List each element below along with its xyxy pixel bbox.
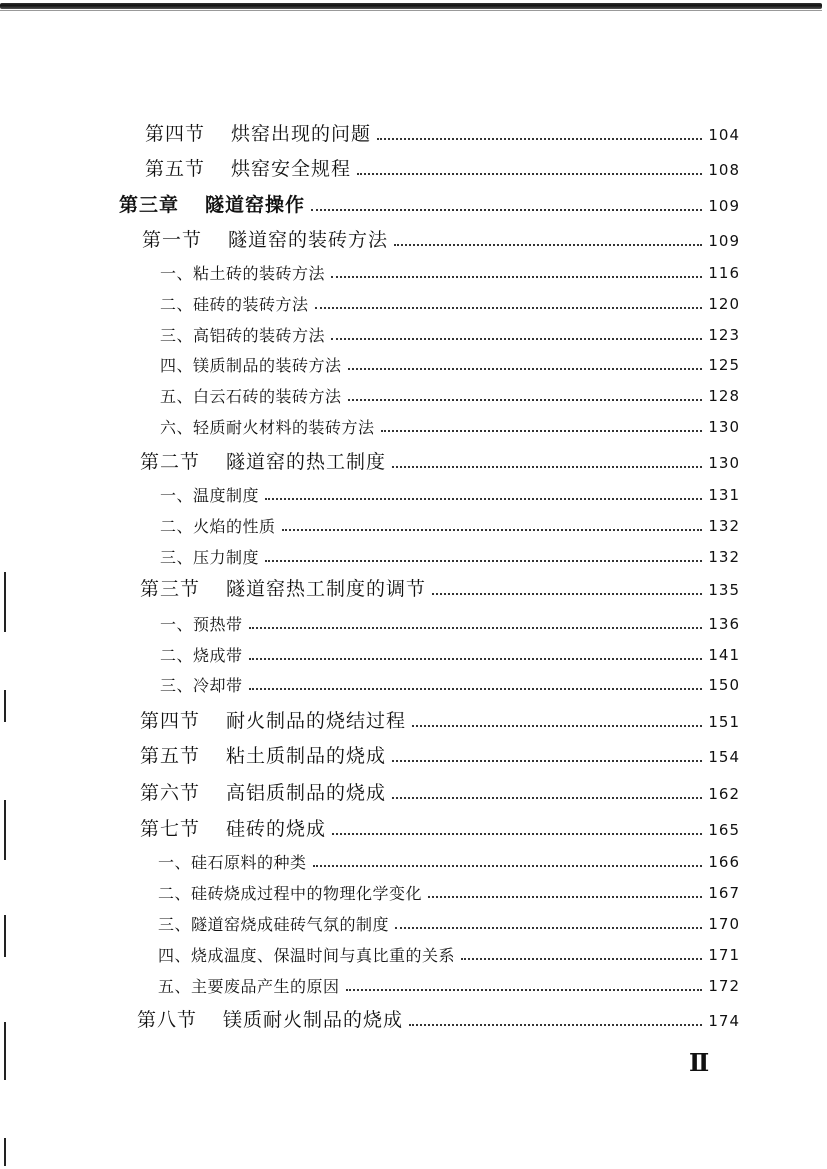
page-number: 135: [708, 581, 740, 599]
dot-leader: [381, 430, 703, 432]
toc-entry[interactable]: [140, 813, 740, 841]
entry-title: 第七节 硅砖的烧成: [140, 818, 327, 840]
toc-entry[interactable]: [160, 668, 740, 696]
page-number: 171: [708, 946, 740, 964]
dot-leader: [394, 244, 702, 246]
dot-leader: [348, 399, 703, 401]
toc-entry[interactable]: [160, 638, 740, 666]
toc-entry[interactable]: [119, 189, 740, 217]
toc-entry[interactable]: [140, 777, 740, 805]
entry-title: 第三章 隧道窑操作: [119, 194, 306, 216]
toc-entry[interactable]: [140, 573, 740, 601]
entry-title: 第一节 隧道窑的装砖方法: [142, 229, 389, 251]
page-number: 174: [708, 1012, 740, 1030]
page-number: 165: [708, 821, 740, 839]
page-number: 130: [708, 418, 740, 436]
entry-title: 三、冷却带: [160, 676, 243, 695]
entry-title: 五、白云石砖的装砖方法: [160, 387, 342, 406]
page-number: 170: [708, 915, 740, 933]
entry-title: 第五节 粘土质制品的烧成: [140, 745, 387, 767]
toc-entry[interactable]: [158, 907, 740, 935]
dot-leader: [249, 658, 703, 660]
toc-entry[interactable]: [137, 1004, 740, 1032]
toc-entry[interactable]: [160, 287, 740, 315]
toc-entry[interactable]: [158, 845, 740, 873]
entry-title: 二、火焰的性质: [160, 517, 276, 536]
entry-title: 第六节 高铝质制品的烧成: [140, 782, 387, 804]
dot-leader: [392, 466, 702, 468]
toc-entry[interactable]: [160, 318, 740, 346]
dot-leader: [392, 797, 702, 799]
page-number: 109: [708, 232, 740, 250]
page-number: 108: [708, 161, 740, 179]
toc-entry[interactable]: [160, 478, 740, 506]
folio-number: Ⅱ: [689, 1048, 709, 1077]
dot-leader: [265, 560, 702, 562]
page-number: 109: [708, 197, 740, 215]
entry-title: 六、轻质耐火材料的装砖方法: [160, 418, 375, 437]
page-number: 130: [708, 454, 740, 472]
dot-leader: [332, 833, 702, 835]
toc-entry[interactable]: [158, 876, 740, 904]
toc-entry[interactable]: [160, 540, 740, 568]
entry-title: 一、温度制度: [160, 486, 260, 505]
toc-entry[interactable]: [145, 153, 740, 181]
page-number: 167: [708, 884, 740, 902]
page-number: 125: [708, 356, 740, 374]
page-number: 131: [708, 486, 740, 504]
dot-leader: [331, 276, 702, 278]
dot-leader: [249, 688, 703, 690]
dot-leader: [331, 338, 702, 340]
dot-leader: [313, 865, 703, 867]
toc-entry[interactable]: [142, 224, 740, 252]
toc-entry[interactable]: [158, 969, 740, 997]
page-number: 136: [708, 615, 740, 633]
page-number: 123: [708, 326, 740, 344]
page-number: 128: [708, 387, 740, 405]
page-number: 104: [708, 126, 740, 144]
entry-title: 三、高铝砖的装砖方法: [160, 326, 326, 345]
page-number: 132: [708, 517, 740, 535]
dot-leader: [348, 368, 703, 370]
entry-title: 五、主要废品产生的原因: [158, 977, 340, 996]
dot-leader: [432, 593, 702, 595]
toc-entry[interactable]: [160, 509, 740, 537]
toc-entry[interactable]: [140, 740, 740, 768]
dot-leader: [377, 138, 702, 140]
entry-title: 二、硅砖的装砖方法: [160, 295, 309, 314]
page-number: 141: [708, 646, 740, 664]
entry-title: 第三节 隧道窑热工制度的调节: [140, 578, 427, 600]
toc-entry[interactable]: [160, 410, 740, 438]
entry-title: 一、硅石原料的种类: [158, 853, 307, 872]
page-number: 116: [708, 264, 740, 282]
dot-leader: [461, 958, 702, 960]
dot-leader: [412, 725, 702, 727]
dot-leader: [282, 529, 703, 531]
toc-entry[interactable]: [160, 379, 740, 407]
page-number: 162: [708, 785, 740, 803]
entry-title: 四、镁质制品的装砖方法: [160, 356, 342, 375]
toc-entry[interactable]: [160, 256, 740, 284]
page-number: 172: [708, 977, 740, 995]
entry-title: 四、烧成温度、保温时间与真比重的关系: [158, 946, 456, 965]
toc-entry[interactable]: [140, 446, 740, 474]
toc-entry[interactable]: [145, 118, 740, 146]
entry-title: 第四节 烘窑出现的问题: [145, 123, 372, 145]
entry-title: 一、预热带: [160, 615, 243, 634]
page-number: 151: [708, 713, 740, 731]
dot-leader: [428, 896, 702, 898]
dot-leader: [409, 1024, 702, 1026]
toc-entry[interactable]: [140, 705, 740, 733]
page-number: 154: [708, 748, 740, 766]
toc-entry[interactable]: [160, 607, 740, 635]
dot-leader: [392, 760, 702, 762]
toc-entry[interactable]: [160, 348, 740, 376]
page-number: 150: [708, 676, 740, 694]
entry-title: 一、粘土砖的装砖方法: [160, 264, 326, 283]
entry-title: 二、硅砖烧成过程中的物理化学变化: [158, 884, 423, 903]
page-number: 120: [708, 295, 740, 313]
entry-title: 第二节 隧道窑的热工制度: [140, 451, 387, 473]
dot-leader: [249, 627, 703, 629]
entry-title: 三、压力制度: [160, 548, 260, 567]
dot-leader: [395, 927, 702, 929]
toc-entry[interactable]: [158, 938, 740, 966]
entry-title: 第五节 烘窑安全规程: [145, 158, 352, 180]
entry-title: 三、隧道窑烧成硅砖气氛的制度: [158, 915, 390, 934]
dot-leader: [311, 209, 702, 211]
entry-title: 第八节 镁质耐火制品的烧成: [137, 1009, 404, 1031]
page-number: 166: [708, 853, 740, 871]
entry-title: 二、烧成带: [160, 646, 243, 665]
dot-leader: [346, 989, 703, 991]
page-number: 132: [708, 548, 740, 566]
dot-leader: [357, 173, 702, 175]
dot-leader: [265, 498, 702, 500]
dot-leader: [315, 307, 703, 309]
entry-title: 第四节 耐火制品的烧结过程: [140, 710, 407, 732]
